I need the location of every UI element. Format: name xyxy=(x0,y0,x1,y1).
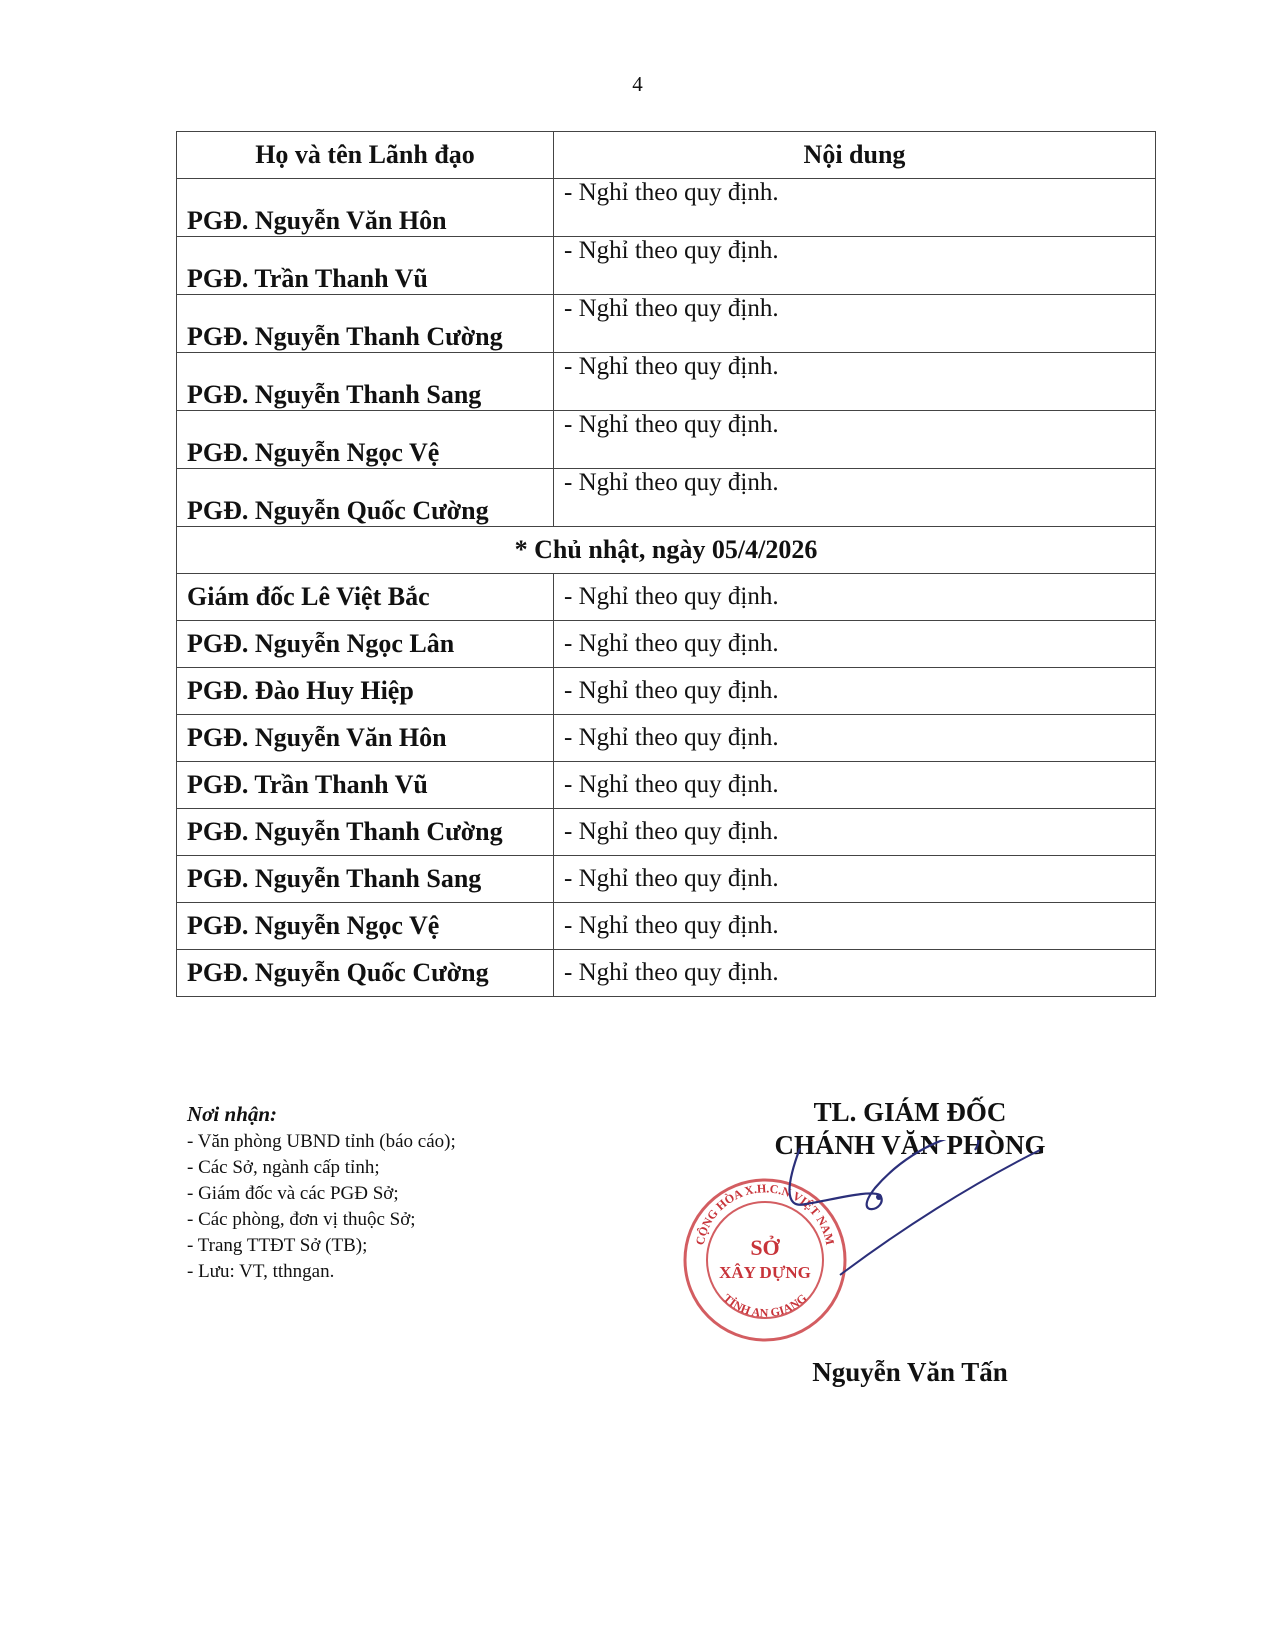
table-row xyxy=(177,237,1156,295)
table-row xyxy=(177,903,1156,950)
signature-title-line2: CHÁNH VĂN PHÒNG xyxy=(774,1130,1046,1160)
signature-title-line1: TL. GIÁM ĐỐC xyxy=(813,1097,1007,1127)
recipient-item: - Lưu: VT, tthngan. xyxy=(187,1261,335,1282)
leader-content: - Nghỉ theo quy định. xyxy=(554,668,1156,715)
recipient-item: - Các phòng, đơn vị thuộc Sở; xyxy=(187,1209,416,1230)
recipients-block xyxy=(187,1101,456,1285)
leader-name: PGĐ. Nguyễn Quốc Cường xyxy=(177,469,554,527)
svg-text:XÂY DỰNG: XÂY DỰNG xyxy=(719,1263,811,1282)
table-row xyxy=(177,621,1156,668)
leader-content: - Nghỉ theo quy định. xyxy=(554,715,1156,762)
leader-name: PGĐ. Nguyễn Quốc Cường xyxy=(177,950,554,997)
signer-name: Nguyễn Văn Tấn xyxy=(812,1357,1008,1387)
leader-content: - Nghỉ theo quy định. xyxy=(554,295,1156,353)
leader-content: - Nghỉ theo quy định. xyxy=(554,903,1156,950)
table-row xyxy=(177,353,1156,411)
leader-name: PGĐ. Nguyễn Ngọc Vệ xyxy=(177,903,554,950)
leader-content: - Nghỉ theo quy định. xyxy=(554,950,1156,997)
table-row xyxy=(177,762,1156,809)
leader-content: - Nghỉ theo quy định. xyxy=(554,574,1156,621)
svg-text:CỘNG HÒA X.H.C.N VIỆT NAM: CỘNG HÒA X.H.C.N VIỆT NAM xyxy=(692,1181,838,1247)
leader-content: - Nghỉ theo quy định. xyxy=(554,237,1156,295)
leader-name: PGĐ. Trần Thanh Vũ xyxy=(177,237,554,295)
section-header-row xyxy=(177,527,1156,574)
leader-name: PGĐ. Nguyễn Thanh Sang xyxy=(177,353,554,411)
recipient-item: - Văn phòng UBND tỉnh (báo cáo); xyxy=(187,1131,456,1152)
recipients-title: Nơi nhận: xyxy=(187,1102,278,1126)
table-row xyxy=(177,411,1156,469)
section-header-sunday: * Chủ nhật, ngày 05/4/2026 xyxy=(177,527,1156,574)
table-row xyxy=(177,574,1156,621)
leader-name: PGĐ. Đào Huy Hiệp xyxy=(177,668,554,715)
handwritten-signature xyxy=(780,1140,1060,1290)
leader-content: - Nghỉ theo quy định. xyxy=(554,762,1156,809)
page-number: 4 xyxy=(632,72,643,96)
leader-content: - Nghỉ theo quy định. xyxy=(554,353,1156,411)
recipient-item: - Giám đốc và các PGĐ Sở; xyxy=(187,1183,399,1204)
table-row xyxy=(177,469,1156,527)
header-content: Nội dung xyxy=(554,132,1156,179)
leader-content: - Nghỉ theo quy định. xyxy=(554,469,1156,527)
svg-text:TỈNH AN GIANG: TỈNH AN GIANG xyxy=(720,1290,810,1320)
leader-name: PGĐ. Nguyễn Văn Hôn xyxy=(177,179,554,237)
leader-name: PGĐ. Nguyễn Thanh Cường xyxy=(177,809,554,856)
leader-content: - Nghỉ theo quy định. xyxy=(554,179,1156,237)
table-row xyxy=(177,856,1156,903)
leader-schedule-table xyxy=(176,131,1156,997)
leader-content: - Nghỉ theo quy định. xyxy=(554,411,1156,469)
leader-name: Giám đốc Lê Việt Bắc xyxy=(177,574,554,621)
leader-name: PGĐ. Trần Thanh Vũ xyxy=(177,762,554,809)
leader-name: PGĐ. Nguyễn Thanh Cường xyxy=(177,295,554,353)
table-row xyxy=(177,179,1156,237)
leader-name: PGĐ. Nguyễn Văn Hôn xyxy=(177,715,554,762)
table-header-row xyxy=(177,132,1156,179)
leader-content: - Nghỉ theo quy định. xyxy=(554,621,1156,668)
table-row xyxy=(177,809,1156,856)
leader-content: - Nghỉ theo quy định. xyxy=(554,809,1156,856)
table-row xyxy=(177,295,1156,353)
recipient-item: - Trang TTĐT Sở (TB); xyxy=(187,1235,368,1256)
table-row xyxy=(177,668,1156,715)
leader-name: PGĐ. Nguyễn Ngọc Lân xyxy=(177,621,554,668)
header-leader-name: Họ và tên Lãnh đạo xyxy=(177,132,554,179)
table-row xyxy=(177,715,1156,762)
recipient-item: - Các Sở, ngành cấp tỉnh; xyxy=(187,1157,380,1178)
leader-name: PGĐ. Nguyễn Thanh Sang xyxy=(177,856,554,903)
svg-text:SỞ: SỞ xyxy=(750,1235,780,1260)
table-row xyxy=(177,950,1156,997)
leader-name: PGĐ. Nguyễn Ngọc Vệ xyxy=(177,411,554,469)
leader-content: - Nghỉ theo quy định. xyxy=(554,856,1156,903)
